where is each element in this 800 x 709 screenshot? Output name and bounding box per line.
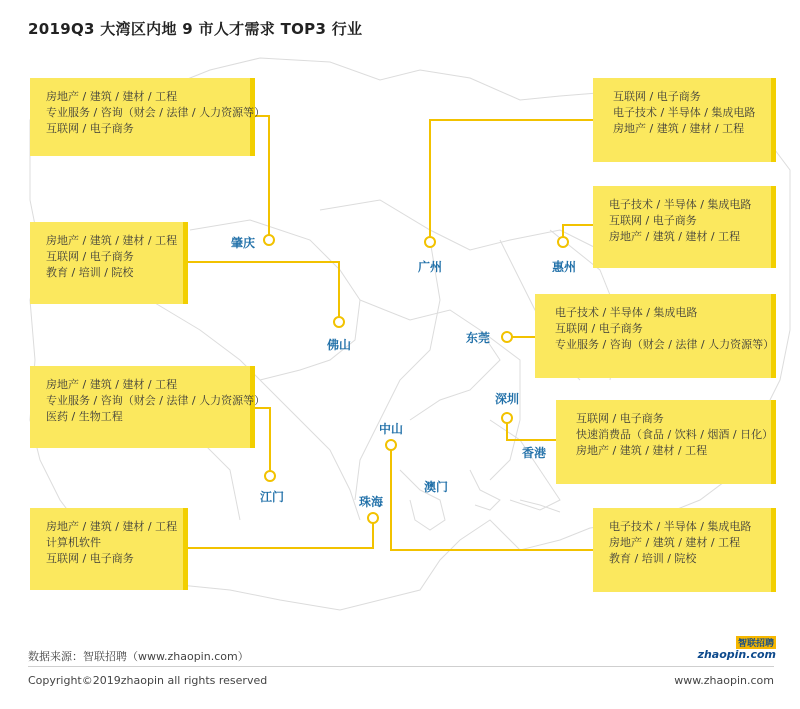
industry-item: 专业服务 / 咨询（财会 / 法律 / 人力资源等） [555, 338, 775, 351]
industry-item: 房地产 / 建筑 / 建材 / 工程 [613, 122, 745, 135]
industry-item: 互联网 / 电子商务 [555, 322, 643, 335]
industry-item: 房地产 / 建筑 / 建材 / 工程 [609, 536, 741, 549]
city-label-jiangmen: 江门 [260, 490, 285, 504]
industry-item: 房地产 / 建筑 / 建材 / 工程 [46, 520, 178, 533]
industry-item: 房地产 / 建筑 / 建材 / 工程 [576, 444, 708, 457]
zhongshan-marker [386, 440, 396, 450]
city-label-dongguan: 东莞 [466, 331, 491, 345]
logo-text-cn: 智联招聘 [736, 636, 776, 649]
zhuhai-industries-box [30, 508, 188, 590]
industry-item: 计算机软件 [46, 536, 101, 549]
jiangmen-marker [265, 471, 275, 481]
industry-item: 教育 / 培训 / 院校 [46, 266, 134, 279]
city-label-hongkong: 香港 [522, 446, 547, 460]
city-label-zhaoqing: 肇庆 [231, 236, 256, 250]
website-link[interactable]: www.zhaopin.com [674, 674, 774, 687]
city-label-zhuhai: 珠海 [359, 495, 384, 509]
city-label-zhongshan: 中山 [379, 422, 404, 436]
page-title: 2019Q3 大湾区内地 9 市人才需求 TOP3 行业 [28, 20, 363, 38]
industry-item: 互联网 / 电子商务 [46, 250, 134, 263]
industry-item: 互联网 / 电子商务 [46, 552, 134, 565]
zhuhai-marker [368, 513, 378, 523]
industry-item: 医药 / 生物工程 [46, 410, 123, 423]
footer-divider [28, 666, 774, 667]
industry-item: 专业服务 / 咨询（财会 / 法律 / 人力资源等） [46, 106, 266, 119]
industry-item: 专业服务 / 咨询（财会 / 法律 / 人力资源等） [46, 394, 266, 407]
zhongshan-industries-box [593, 508, 776, 592]
copyright-notice: Copyright©2019zhaopin all rights reserved [28, 674, 268, 687]
zhaoqing-industries-box [30, 78, 266, 156]
industry-item: 房地产 / 建筑 / 建材 / 工程 [46, 90, 178, 103]
city-label-foshan: 佛山 [327, 338, 352, 352]
industry-item: 互联网 / 电子商务 [613, 90, 701, 103]
zhaoqing-marker [264, 235, 274, 245]
foshan-industries-box [30, 222, 188, 304]
huizhou-industries-box [593, 186, 776, 268]
huizhou-marker [558, 237, 568, 247]
city-label-shenzhen: 深圳 [495, 392, 520, 406]
guangzhou-marker [425, 237, 435, 247]
data-source: 数据来源：智联招聘（www.zhaopin.com） [28, 650, 249, 663]
city-label-macau: 澳门 [424, 480, 449, 494]
industry-item: 电子技术 / 半导体 / 集成电路 [555, 306, 698, 319]
industry-item: 电子技术 / 半导体 / 集成电路 [613, 106, 756, 119]
industry-item: 房地产 / 建筑 / 建材 / 工程 [609, 230, 741, 243]
industry-item: 教育 / 培训 / 院校 [609, 552, 697, 565]
industry-item: 房地产 / 建筑 / 建材 / 工程 [46, 234, 178, 247]
dongguan-industries-box [535, 294, 776, 378]
logo-text-en: zhaopin.com [697, 648, 776, 661]
industry-item: 互联网 / 电子商务 [46, 122, 134, 135]
city-label-huizhou: 惠州 [552, 260, 577, 274]
industry-item: 快速消费品（食品 / 饮料 / 烟酒 / 日化） [576, 428, 774, 441]
industry-item: 房地产 / 建筑 / 建材 / 工程 [46, 378, 178, 391]
foshan-marker [334, 317, 344, 327]
industry-item: 互联网 / 电子商务 [576, 412, 664, 425]
guangzhou-industries-box [593, 78, 776, 162]
industry-item: 互联网 / 电子商务 [609, 214, 697, 227]
industry-item: 电子技术 / 半导体 / 集成电路 [609, 198, 752, 211]
jiangmen-industries-box [30, 366, 266, 448]
shenzhen-marker [502, 413, 512, 423]
shenzhen-industries-box [556, 400, 776, 484]
city-label-guangzhou: 广州 [418, 260, 443, 274]
zhaopin-logo [697, 636, 776, 662]
dongguan-marker [502, 332, 512, 342]
industry-item: 电子技术 / 半导体 / 集成电路 [609, 520, 752, 533]
